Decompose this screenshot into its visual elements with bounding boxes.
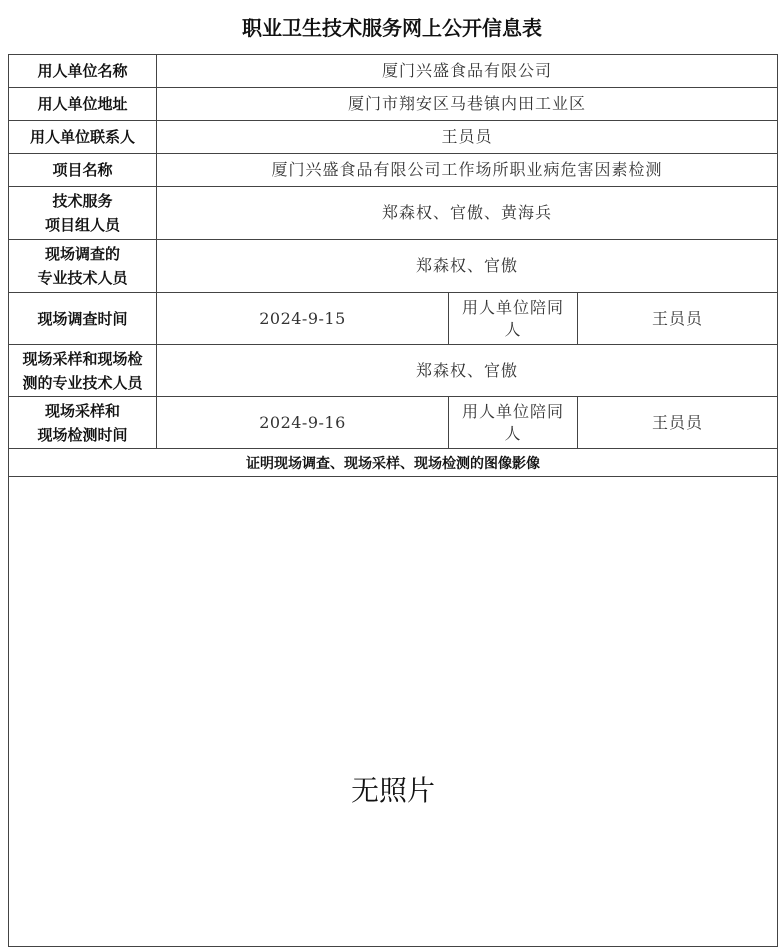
row-images-header bbox=[9, 449, 778, 477]
images-header: 证明现场调查、现场采样、现场检测的图像影像 bbox=[9, 449, 778, 477]
sampling-time-value: 2024-9-16 bbox=[157, 397, 449, 449]
row-employer-address bbox=[9, 88, 778, 121]
photo-area bbox=[9, 477, 778, 947]
survey-staff-label-line1: 现场调查的 bbox=[44, 245, 120, 263]
sampling-time-label-line2: 现场检测时间 bbox=[37, 425, 128, 444]
employer-contact-label: 用人单位联系人 bbox=[9, 121, 157, 154]
row-project-name bbox=[9, 154, 778, 187]
survey-escort-label bbox=[449, 293, 578, 345]
survey-time-label: 现场调查时间 bbox=[9, 293, 157, 345]
survey-staff-label bbox=[9, 240, 157, 293]
row-survey-time bbox=[9, 293, 778, 345]
sampling-staff-value: 郑森权、官傲 bbox=[157, 345, 778, 397]
employer-contact-value: 王员员 bbox=[157, 121, 778, 154]
sampling-escort-label-line1: 用人单位陪同 bbox=[461, 401, 564, 421]
survey-staff-value: 郑森权、官傲 bbox=[157, 240, 778, 293]
row-project-team bbox=[9, 187, 778, 240]
row-sampling-time bbox=[9, 397, 778, 449]
project-team-label-line2: 项目组人员 bbox=[44, 216, 120, 234]
project-name-label: 项目名称 bbox=[9, 154, 157, 187]
sampling-staff-label-line2: 测的专业技术人员 bbox=[22, 373, 143, 392]
no-photo-text: 无照片 bbox=[351, 774, 436, 807]
survey-time-value: 2024-9-15 bbox=[157, 293, 449, 345]
employer-name-value: 厦门兴盛食品有限公司 bbox=[157, 55, 778, 88]
employer-name-label: 用人单位名称 bbox=[9, 55, 157, 88]
row-photo-area bbox=[9, 477, 778, 947]
project-team-value: 郑森权、官傲、黄海兵 bbox=[157, 187, 778, 240]
project-name-value: 厦门兴盛食品有限公司工作场所职业病危害因素检测 bbox=[157, 154, 778, 187]
row-employer-name bbox=[9, 55, 778, 88]
employer-address-label: 用人单位地址 bbox=[9, 88, 157, 121]
survey-escort-value: 王员员 bbox=[578, 293, 778, 345]
sampling-staff-label bbox=[9, 345, 157, 397]
sampling-time-label bbox=[9, 397, 157, 449]
page-title: 职业卫生技术服务网上公开信息表 bbox=[242, 16, 542, 40]
survey-escort-label-line2: 人 bbox=[504, 319, 522, 339]
sampling-time-label-line1: 现场采样和 bbox=[44, 401, 120, 420]
sampling-escort-value: 王员员 bbox=[578, 397, 778, 449]
project-team-label-line1: 技术服务 bbox=[52, 192, 113, 210]
sampling-escort-label bbox=[449, 397, 578, 449]
sampling-staff-label-line1: 现场采样和现场检 bbox=[22, 349, 143, 368]
project-team-label bbox=[9, 187, 157, 240]
row-survey-staff bbox=[9, 240, 778, 293]
row-employer-contact bbox=[9, 121, 778, 154]
info-table bbox=[8, 54, 778, 947]
employer-address-value: 厦门市翔安区马巷镇内田工业区 bbox=[157, 88, 778, 121]
row-sampling-staff bbox=[9, 345, 778, 397]
survey-staff-label-line2: 专业技术人员 bbox=[37, 269, 128, 287]
survey-escort-label-line1: 用人单位陪同 bbox=[461, 297, 564, 317]
sampling-escort-label-line2: 人 bbox=[504, 423, 522, 443]
